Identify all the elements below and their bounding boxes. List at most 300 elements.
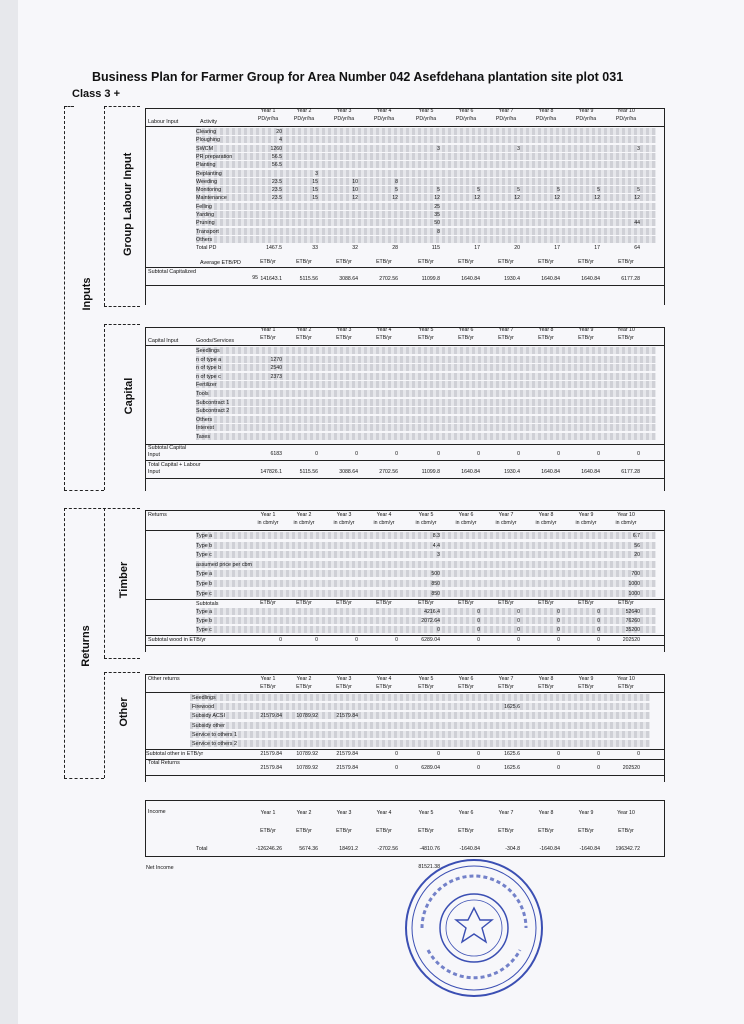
unit-header: ETB/yr: [538, 335, 554, 341]
labour-subtotal-value: 2702.56: [379, 275, 398, 282]
unit-header: ETB/yr: [498, 335, 514, 341]
unit-label: ETB/yr: [336, 600, 352, 607]
unit-header: ETB/yr: [418, 335, 434, 341]
class-label: Class 3 +: [72, 88, 121, 100]
total-returns-value: 10789.92: [296, 765, 318, 772]
capital-subtotal-value: 0: [395, 450, 398, 457]
row-shading: [190, 740, 650, 747]
capital-item-label: Fertilizer: [196, 382, 217, 389]
rule-line: [145, 759, 665, 760]
unit-label: ETB/yr: [260, 258, 276, 265]
other-returns-heading: Other returns: [148, 676, 180, 682]
year-header: Year 5: [418, 676, 434, 682]
capital-item-label: n of type c: [196, 373, 221, 380]
year-header: Year 3: [336, 676, 352, 682]
income-total-value: 5674.36: [299, 846, 318, 852]
timber-type-value: 0: [477, 627, 480, 634]
table-border-top: [145, 674, 665, 675]
year-header: Year 4: [376, 676, 392, 682]
unit-header: ETB/yr: [618, 828, 634, 834]
labour-value: 44: [634, 220, 640, 227]
capital-subtotal-value: 0: [355, 450, 358, 457]
other-value: 21579.84: [260, 713, 282, 720]
income-total-value: -1640.84: [579, 846, 600, 852]
rule-line: [664, 327, 665, 491]
year-header: Year 1: [260, 676, 276, 682]
capital-subtotal-value: 0: [315, 450, 318, 457]
timber-value: 8.3: [432, 533, 440, 539]
row-shading: [196, 170, 656, 177]
capital-total-value: 6177.28: [621, 468, 640, 475]
activity-label: Others: [196, 236, 213, 243]
unit-label: ETB/yr: [296, 258, 312, 265]
subtotal-other-label: Subtotal other in ETB/yr: [146, 751, 204, 758]
other-subtotal-value: 0: [437, 751, 440, 758]
other-value: 10789.92: [296, 713, 318, 720]
unit-header: PD/yr/ha: [535, 116, 557, 122]
labour-value: 8: [437, 228, 440, 235]
year-header: Year 8: [538, 108, 554, 114]
year-header: Year 7: [498, 512, 514, 518]
labour-input-heading: Labour Input: [148, 119, 179, 125]
rule-line: [664, 674, 665, 782]
year-header: Year 3: [336, 512, 352, 518]
timber-type-value: 0: [557, 627, 560, 634]
unit-header: ETB/yr: [296, 335, 312, 341]
rule-line: [145, 510, 146, 652]
capital-total-value: 1640.84: [461, 468, 480, 475]
capital-input-heading: Capital Input: [148, 338, 179, 344]
row-shading: [196, 399, 656, 406]
table-border-top: [145, 800, 665, 801]
year-header: Year 4: [376, 512, 392, 518]
year-header: Year 5: [418, 327, 434, 333]
labour-value: 12: [352, 195, 358, 202]
returns-heading: Returns: [148, 512, 167, 518]
activity-label: Monitoring: [196, 187, 222, 194]
timber-subtotal-value: 0: [355, 637, 358, 644]
unit-header: in cbm/yr: [415, 520, 437, 526]
year-header: Year 4: [376, 108, 392, 114]
capital-subtotal-value: 0: [477, 450, 480, 457]
year-header: Year 2: [296, 512, 312, 518]
unit-label: ETB/yr: [538, 258, 554, 265]
returns-label: Returns: [80, 625, 92, 667]
year-header: Year 9: [578, 327, 594, 333]
capital-label: Capital: [123, 377, 135, 415]
timber-type-value: 35200: [625, 627, 640, 634]
labour-value: 12: [434, 195, 440, 202]
subtotal-capitalized-label: Subtotal Capitalized: [148, 268, 196, 275]
labour-subtotal-value: 1930.4: [504, 275, 520, 282]
unit-header: ETB/yr: [498, 828, 514, 834]
labour-subtotal-value: 1640.84: [541, 275, 560, 282]
timber-subtotal-value: 0: [477, 637, 480, 644]
unit-label: ETB/yr: [498, 258, 514, 265]
capital-subtotal-value: 0: [517, 450, 520, 457]
table-border-bottom: [145, 478, 665, 479]
unit-header: ETB/yr: [538, 828, 554, 834]
labour-value: 23.5: [271, 195, 282, 202]
row-shading: [190, 694, 650, 701]
labour-value: 5: [437, 187, 440, 194]
row-shading: [196, 433, 656, 440]
year-header: Year 3: [336, 327, 352, 333]
unit-header: PD/yr/ha: [615, 116, 637, 122]
timber-subtotal-value: 202520: [622, 637, 640, 644]
row-shading: [196, 347, 656, 354]
unit-label: ETB/yr: [458, 600, 474, 607]
unit-label: ETB/yr: [376, 258, 392, 265]
capital-item-label: Interest: [196, 425, 214, 432]
year-header: Year 2: [296, 327, 312, 333]
row-shading: [190, 722, 650, 729]
capital-value: 2373: [270, 373, 282, 380]
unit-header: in cbm/yr: [257, 520, 279, 526]
labour-value: 35: [434, 212, 440, 218]
year-header: Year 2: [296, 108, 312, 114]
income-total-value: 18491.2: [339, 846, 358, 852]
unit-label: ETB/yr: [578, 258, 594, 265]
other-subtotal-value: 0: [557, 751, 560, 758]
year-header: Year 10: [617, 676, 635, 682]
labour-value: 25: [434, 203, 440, 210]
labour-value: 3: [637, 145, 640, 152]
labour-value: 50: [434, 220, 440, 227]
year-header: Year 6: [458, 512, 474, 518]
unit-header: PD/yr/ha: [373, 116, 395, 122]
income-total-value: -1640.84: [459, 846, 480, 852]
row-shading: [196, 381, 656, 388]
table-border-bottom: [145, 775, 665, 776]
labour-value: 20: [514, 245, 520, 252]
unit-header: PD/yr/ha: [293, 116, 315, 122]
rule-line: [145, 444, 665, 445]
unit-header: ETB/yr: [498, 684, 514, 690]
labour-value: 3: [437, 145, 440, 152]
year-header: Year 1: [260, 810, 276, 816]
capital-item-label: n of type b: [196, 365, 222, 372]
labour-value: 28: [392, 245, 398, 252]
unit-label: ETB/yr: [336, 258, 352, 265]
total-returns-value: 0: [395, 765, 398, 772]
timber-value: 850: [431, 581, 440, 587]
rule-line: [145, 674, 146, 782]
labour-value: 5: [597, 187, 600, 194]
capital-subtotal-value: 0: [557, 450, 560, 457]
year-header: Year 7: [498, 676, 514, 682]
timber-label: Timber: [118, 561, 130, 599]
capital-subtotal-value: 0: [437, 450, 440, 457]
labour-value: 3: [315, 170, 318, 177]
capital-item-label: Seedlings: [196, 348, 220, 354]
labour-value: 15: [312, 187, 318, 194]
timber-value: 3: [437, 552, 440, 559]
year-header: Year 9: [578, 108, 594, 114]
timber-subtotal-value: 0: [517, 637, 520, 644]
capital-total-value: 1640.84: [541, 468, 560, 475]
capital-total-value: 1930.4: [504, 468, 520, 475]
timber-item-label: Type c: [196, 552, 212, 559]
timber-type-value: 0: [477, 618, 480, 625]
labour-value: 64: [634, 245, 640, 252]
other-value: 21579.84: [336, 713, 358, 720]
other-subtotal-value: 0: [477, 751, 480, 758]
unit-header: PD/yr/ha: [415, 116, 437, 122]
table-border-bottom: [145, 645, 665, 646]
unit-label: ETB/yr: [418, 258, 434, 265]
returns-bracket: [64, 508, 65, 778]
unit-header: in cbm/yr: [373, 520, 395, 526]
unit-label: ETB/yr: [578, 600, 594, 607]
unit-label: ETB/yr: [538, 600, 554, 607]
labour-value: 20: [276, 129, 282, 135]
subtotal-wood-label: Subtotal wood in ETB/yr: [148, 637, 206, 644]
capital-value: 2540: [270, 365, 282, 372]
unit-header: ETB/yr: [336, 684, 352, 690]
other-item-label: Subsidy other: [192, 722, 225, 729]
timber-type-value: 0: [597, 627, 600, 634]
rule-line: [145, 126, 665, 127]
activity-label: Clearing: [196, 129, 217, 135]
year-header: Year 4: [376, 810, 392, 816]
timber-subtotal-value: 6289.04: [421, 637, 440, 644]
labour-value: 10: [352, 187, 358, 194]
total-returns-value: 21579.84: [260, 765, 282, 772]
unit-header: ETB/yr: [578, 335, 594, 341]
labour-value: 17: [474, 245, 480, 252]
goods-services-heading: Goods/Services: [196, 338, 235, 344]
table-border-bottom: [145, 285, 665, 286]
document-title: Business Plan for Farmer Group for Area Number 042 Asefdehana plantation site plot 031: [92, 70, 624, 84]
rule-line: [664, 108, 665, 305]
unit-header: in cbm/yr: [535, 520, 557, 526]
year-header: Year 2: [296, 810, 312, 816]
rule-line: [145, 460, 665, 461]
timber-value: 1000: [628, 590, 640, 597]
labour-value: 1467.5: [266, 245, 282, 252]
other-subtotal-value: 0: [395, 751, 398, 758]
labour-value: 32: [352, 245, 358, 252]
year-header: Year 9: [578, 676, 594, 682]
timber-value: 6.7: [632, 533, 640, 539]
labour-value: 3: [517, 145, 520, 152]
activity-label: Maintenance: [196, 195, 227, 202]
timber-type-value: 0: [437, 627, 440, 634]
unit-header: in cbm/yr: [575, 520, 597, 526]
other-subtotal-value: 0: [637, 751, 640, 758]
capital-total-value: 1640.84: [581, 468, 600, 475]
timber-subtotal-value: 0: [279, 637, 282, 644]
year-header: Year 6: [458, 676, 474, 682]
unit-label: ETB/yr: [418, 600, 434, 607]
income-total-value: -1640.84: [539, 846, 560, 852]
year-header: Year 10: [617, 810, 635, 816]
timber-subtotal-value: 0: [315, 637, 318, 644]
rule-line: [145, 530, 665, 531]
year-header: Year 8: [538, 810, 554, 816]
other-item-label: Firewood: [192, 704, 215, 711]
year-header: Year 8: [538, 327, 554, 333]
year-header: Year 10: [617, 108, 635, 114]
timber-type-value: 52640: [625, 609, 640, 616]
rule-line: [664, 800, 665, 856]
year-header: Year 3: [336, 108, 352, 114]
unit-header: ETB/yr: [458, 684, 474, 690]
net-income-label: Net Income: [146, 865, 174, 871]
timber-item-label: Type b: [196, 581, 213, 587]
capital-value: 1270: [270, 356, 282, 363]
labour-value: 12: [514, 195, 520, 202]
timber-type-value: 0: [597, 609, 600, 616]
unit-label: ETB/yr: [376, 600, 392, 607]
unit-header: ETB/yr: [260, 828, 276, 834]
labour-subtotal-value: 141643.1: [260, 275, 282, 282]
capital-item-label: Tools: [196, 391, 209, 397]
other-item-label: Subsidy ACSI: [192, 713, 225, 720]
rule-line: [664, 510, 665, 652]
total-returns-value: 6289.04: [421, 765, 440, 772]
total-returns-value: 1625.6: [504, 765, 520, 772]
unit-label: ETB/yr: [498, 600, 514, 607]
activity-label: Yarding: [196, 212, 215, 218]
total-returns-value: 0: [597, 765, 600, 772]
labour-subtotal-value: 6177.28: [621, 275, 640, 282]
capital-subtotal-value: 0: [637, 450, 640, 457]
activity-label: Replanting: [196, 170, 222, 177]
year-header: Year 4: [376, 327, 392, 333]
labour-value: 10: [352, 178, 358, 185]
activity-label: PR preparation: [196, 153, 233, 160]
timber-type-value: 4216.4: [424, 609, 440, 616]
total-returns-value: 202520: [622, 765, 640, 772]
activity-label: Total PD: [196, 245, 217, 252]
capital-subtotal-value: 0: [597, 450, 600, 457]
unit-label: ETB/yr: [618, 600, 634, 607]
unit-header: ETB/yr: [376, 335, 392, 341]
year-header: Year 6: [458, 810, 474, 816]
income-total-value: -4810.76: [419, 846, 440, 852]
year-header: Year 6: [458, 327, 474, 333]
labour-value: 56.5: [271, 153, 282, 160]
labour-value: 5: [557, 187, 560, 194]
timber-subtotal-value: 0: [597, 637, 600, 644]
labour-value: 115: [431, 245, 440, 252]
rule-line: [145, 327, 146, 491]
unit-header: ETB/yr: [578, 828, 594, 834]
timber-type-label: Type b: [196, 618, 213, 625]
labour-value: 1260: [270, 145, 282, 152]
labour-value: 23.5: [271, 187, 282, 194]
unit-header: ETB/yr: [296, 828, 312, 834]
timber-type-value: 0: [517, 618, 520, 625]
capital-total-value: 5115.56: [299, 468, 318, 475]
timber-item-label: Type a: [196, 533, 213, 539]
unit-header: ETB/yr: [376, 828, 392, 834]
timber-value: 4.4: [432, 542, 440, 549]
timber-value: 20: [634, 552, 640, 559]
capital-item-label: Others: [196, 416, 213, 423]
rule-line: [145, 345, 665, 346]
other-item-label: Service to others 1: [192, 731, 237, 738]
timber-item-label: assumed price per cbm: [196, 561, 253, 568]
labour-value: 12: [474, 195, 480, 202]
labour-value: 33: [312, 245, 318, 252]
group-labour-label: Group Labour Input: [122, 152, 134, 256]
labour-value: 15: [312, 178, 318, 185]
timber-type-label: Type c: [196, 627, 212, 634]
timber-type-value: 0: [557, 609, 560, 616]
activity-label: Felling: [196, 203, 212, 210]
timber-type-value: 0: [597, 618, 600, 625]
unit-header: ETB/yr: [618, 684, 634, 690]
total-returns-value: 21579.84: [336, 765, 358, 772]
capital-item-label: Taxes: [196, 434, 211, 440]
unit-header: in cbm/yr: [615, 520, 637, 526]
capital-item-label: n of type a: [196, 356, 222, 363]
table-border-top: [145, 510, 665, 511]
unit-header: ETB/yr: [376, 684, 392, 690]
year-header: Year 5: [418, 108, 434, 114]
other-subtotal-value: 1625.6: [504, 751, 520, 758]
income-heading: Income: [148, 809, 166, 815]
year-header: Year 7: [498, 810, 514, 816]
unit-header: PD/yr/ha: [455, 116, 477, 122]
official-seal-icon: [402, 856, 546, 1000]
unit-header: PD/yr/ha: [495, 116, 517, 122]
labour-value: 5: [477, 187, 480, 194]
year-header: Year 9: [578, 810, 594, 816]
activity-label: Transport: [196, 228, 219, 235]
net-income-value: 81521.38: [418, 864, 440, 870]
year-header: Year 2: [296, 676, 312, 682]
capital-item-label: Subcontract 2: [196, 408, 230, 415]
labour-subtotal-value: 3088.64: [339, 275, 358, 282]
row-shading: [196, 407, 656, 414]
labour-value: 12: [554, 195, 560, 202]
capital-item-label: Subcontract 1: [196, 399, 230, 406]
activity-label: Planting: [196, 162, 216, 169]
timber-item-label: Type a: [196, 571, 213, 578]
year-header: Year 7: [498, 327, 514, 333]
unit-label: ETB/yr: [260, 600, 276, 607]
other-item-label: Seedlings: [192, 695, 216, 701]
row-shading: [196, 424, 656, 431]
total-returns-label: Total Returns: [148, 760, 180, 767]
unit-header: ETB/yr: [458, 828, 474, 834]
labour-value: 17: [554, 245, 560, 252]
unit-header: ETB/yr: [618, 335, 634, 341]
capital-subtotal-value: 6183: [270, 450, 282, 457]
row-shading: [190, 703, 650, 710]
timber-value: 56: [634, 542, 640, 549]
labour-subtotal-value: 11099.8: [421, 275, 440, 282]
income-total-label: Total: [196, 846, 208, 852]
timber-item-label: Type b: [196, 542, 213, 549]
year-header: Year 10: [617, 512, 635, 518]
rule-line: [145, 692, 665, 693]
unit-header: ETB/yr: [296, 684, 312, 690]
unit-header: ETB/yr: [418, 684, 434, 690]
labour-value: 4: [279, 137, 282, 144]
unit-header: ETB/yr: [418, 828, 434, 834]
unit-header: ETB/yr: [260, 335, 276, 341]
unit-header: PD/yr/ha: [575, 116, 597, 122]
year-header: Year 10: [617, 327, 635, 333]
capital-total-value: 147826.1: [260, 468, 282, 475]
timber-subtotal-value: 0: [557, 637, 560, 644]
unit-header: ETB/yr: [336, 335, 352, 341]
